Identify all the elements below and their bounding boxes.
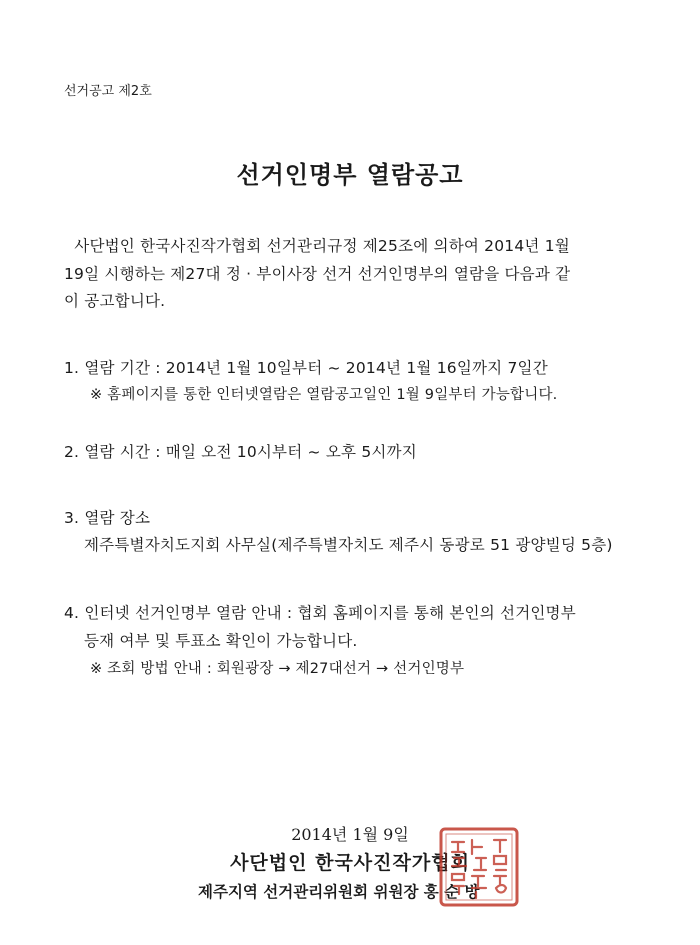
item-2-hours: 2. 열람 시간 : 매일 오전 10시부터 ~ 오후 5시까지 xyxy=(64,443,417,461)
item-4-internet: 4. 인터넷 선거인명부 열람 안내 : 협회 홈페이지를 통해 본인의 선거인명부 xyxy=(64,604,576,622)
intro-line-1 xyxy=(64,234,570,256)
footer-organization: 사단법인 한국사진작가협회 xyxy=(230,852,470,874)
item-1-period: 1. 열람 기간 : 2014년 1월 10일부터 ~ 2014년 1월 16일까지 7일간 xyxy=(64,359,548,377)
item-4-continuation: 등재 여부 및 투표소 확인이 가능합니다. xyxy=(84,632,358,650)
footer-date: 2014년 1월 9일 xyxy=(291,825,409,844)
item-4-note: ※ 조회 방법 안내 : 회원광장 → 제27대선거 → 선거인명부 xyxy=(90,661,465,677)
item-3-location: 3. 열람 장소 xyxy=(64,509,151,527)
intro-line-1-text: 사단법인 한국사진작가협회 선거관리규정 제25조에 의하여 2014년 1월 xyxy=(74,237,570,255)
official-seal-stamp xyxy=(438,826,520,908)
intro-line-3: 이 공고합니다. xyxy=(64,292,166,310)
item-3-detail: 제주특별자치도지회 사무실(제주특별자치도 제주시 동광로 51 광양빌딩 5층) xyxy=(84,536,613,554)
intro-line-2: 19일 시행하는 제27대 정 · 부이사장 선거 선거인명부의 열람을 다음과 같 xyxy=(64,265,571,283)
document-title: 선거인명부 열람공고 xyxy=(236,161,464,189)
footer-committee: 제주지역 선거관리위원회 위원장 홍 순 방 xyxy=(198,882,480,901)
document-number: 선거공고 제2호 xyxy=(64,84,152,99)
item-1-note: ※ 홈페이지를 통한 인터넷열람은 열람공고일인 1월 9일부터 가능합니다. xyxy=(90,387,558,403)
